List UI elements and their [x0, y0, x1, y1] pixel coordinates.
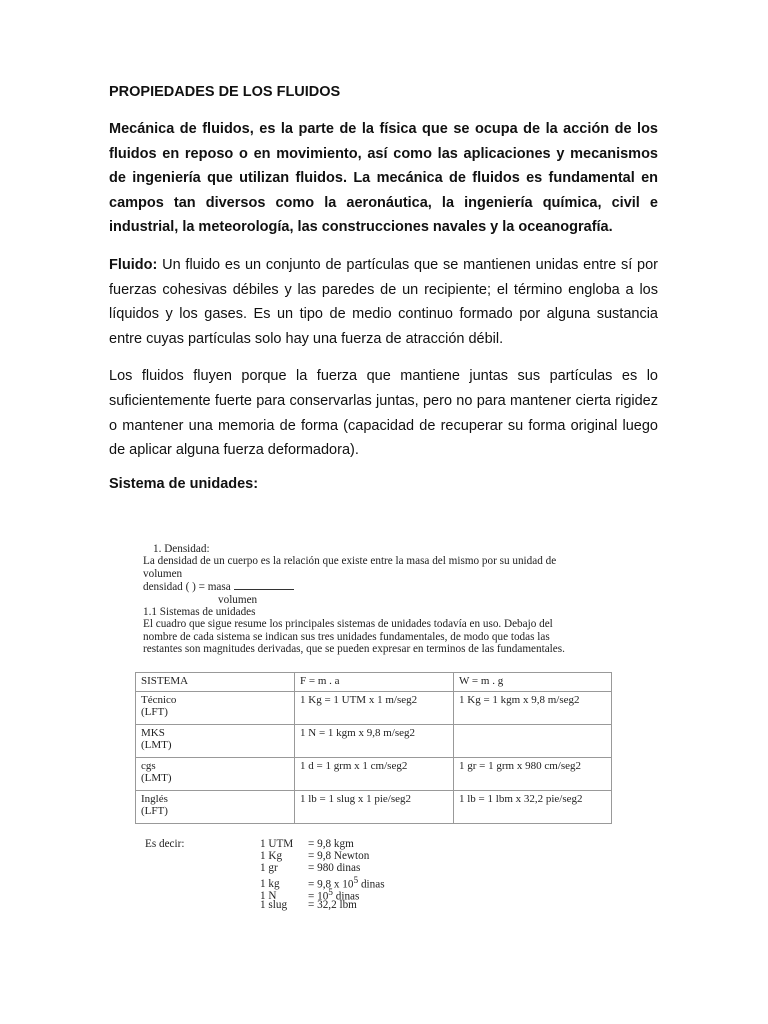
fluid-definition-text: Un fluido es un conjunto de partículas que se mantienen unidas entre sí por fuerzas cohesivas débiles y las paredes de un recipiente; el término engloba a los líquidos y los gases. Es un tipo de medio continuo formado por alguna sustancia entre cuyas partículas solo hay una fuerza de atracción débil.	[109, 256, 658, 347]
table-row	[136, 725, 612, 758]
system-cell: MKS (LMT)	[136, 725, 295, 758]
scanned-excerpt	[143, 543, 623, 656]
equivalence-row: 1 kg = 9,8 x $10^5$ dinas	[260, 875, 385, 891]
units-paragraph-line-3: restantes son magnitudes derivadas, que se pueden expresar en terminos de las fundamentales.	[143, 643, 565, 656]
units-subsection-title: 1.1 Sistemas de unidades	[143, 606, 256, 619]
system-cell: Inglés (LFT)	[136, 791, 295, 824]
fraction-line	[234, 580, 294, 590]
density-definition-line-2: volumen	[143, 567, 183, 580]
force-cell: 1 d = 1 grm x 1 cm/seg2	[295, 758, 454, 791]
fluid-definition-paragraph	[109, 253, 658, 351]
force-cell: 1 lb = 1 slug x 1 pie/seg2	[295, 791, 454, 824]
table-header-row	[136, 673, 612, 692]
header-weight: W = m . g	[454, 673, 612, 692]
density-item: 1. Densidad:	[153, 543, 210, 555]
density-denominator: volumen	[218, 593, 258, 606]
units-table	[135, 672, 612, 824]
page-title: PROPIEDADES DE LOS FLUIDOS	[109, 84, 341, 100]
equivalence-row: 1 UTM = 9,8 kgm	[260, 838, 354, 850]
density-definition-line-1: La densidad de un cuerpo es la relación que existe entre la masa del mismo por su unidad de	[143, 555, 557, 568]
flow-paragraph: Los fluidos fluyen porque la fuerza que mantiene juntas sus partículas es lo suficientemente fuerte para conservarlas juntas, pero no para mantener cierta rigidez o mantener una memoria de forma (capacidad de recuperar su forma original luego de aplicar alguna fuerza deformadora).	[109, 368, 658, 459]
fluid-label: Fluido:	[109, 256, 158, 273]
system-cell: cgs (LMT)	[136, 758, 295, 791]
weight-cell: 1 lb = 1 lbm x 32,2 pie/seg2	[454, 791, 612, 824]
document-body	[109, 84, 658, 492]
weight-cell	[454, 725, 612, 758]
equivalences-label: Es decir:	[145, 838, 185, 850]
force-cell: 1 N = 1 kgm x 9,8 m/seg2	[295, 725, 454, 758]
units-heading: Sistema de unidades:	[109, 475, 259, 492]
table-row	[136, 692, 612, 725]
equivalences-list	[260, 838, 385, 911]
weight-cell: 1 Kg = 1 kgm x 9,8 m/seg2	[454, 692, 612, 725]
table-row	[136, 791, 612, 824]
density-formula-text: densidad ( ) = masa	[143, 581, 231, 594]
header-force: F = m . a	[295, 673, 454, 692]
header-system: SISTEMA	[136, 673, 295, 692]
intro-paragraph: Mecánica de fluidos, es la parte de la física que se ocupa de la acción de los fluidos en reposo o en movimiento, así como las aplicaciones y mecanismos de ingeniería que utilizan fluidos. La mecánica de fluidos es fundamental en campos tan diversos como la aeronáutica, la ingeniería química, civil e industrial, la meteorología, las construcciones navales y la oceanografía.	[109, 121, 658, 236]
units-paragraph-line-2: nombre de cada sistema se indican sus tres unidades fundamentales, de modo que todas las	[143, 630, 550, 643]
equivalence-row: 1 Kg = 9,8 Newton	[260, 850, 370, 863]
table-row	[136, 758, 612, 791]
system-cell: Técnico (LFT)	[136, 692, 295, 725]
equivalence-row: 1 $N = 10^5$ dinas	[260, 887, 360, 903]
equivalence-row: 1 slug = 32,2 lbm	[260, 898, 357, 911]
density-formula	[143, 580, 623, 593]
units-paragraph-line-1: El cuadro que sigue resume los principales sistemas de unidades todavía en uso. Debajo del	[143, 618, 553, 631]
equivalence-row: 1 gr = 980 dinas	[260, 862, 361, 875]
force-cell: 1 Kg = 1 UTM x 1 m/seg2	[295, 692, 454, 725]
weight-cell: 1 gr = 1 grm x 980 cm/seg2	[454, 758, 612, 791]
